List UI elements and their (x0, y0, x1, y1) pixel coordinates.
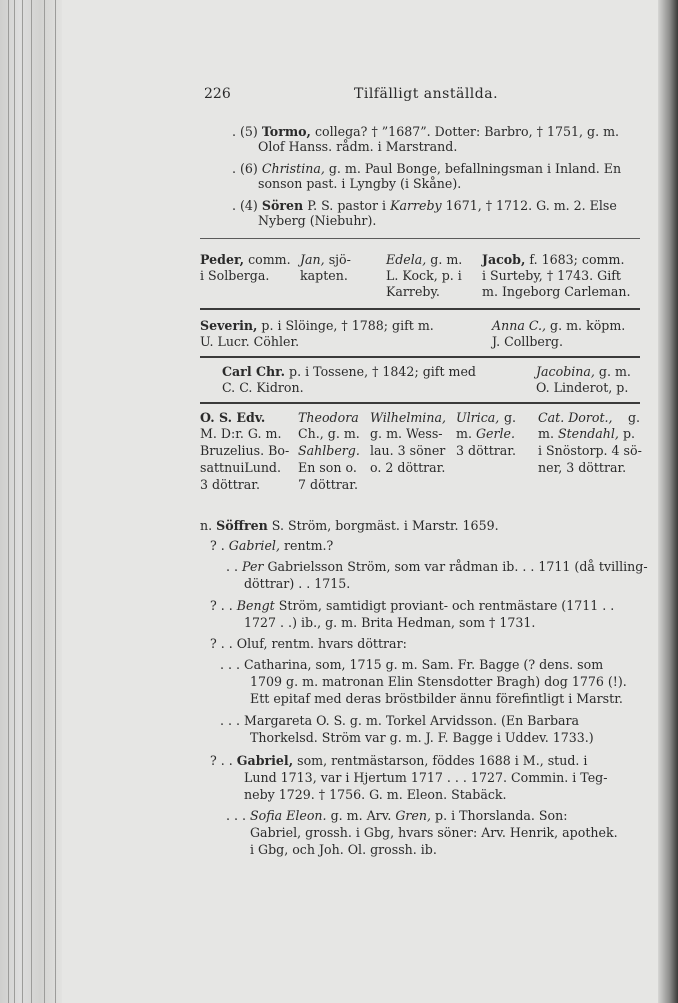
peder-col1-line2: i Solberga. (200, 268, 270, 283)
peder-col4-line2: i Surteby, † 1743. Gift (482, 268, 621, 283)
os-col2-line3: En son o. (298, 460, 357, 475)
os-col4-g: g. (504, 410, 517, 425)
os-col5-line2: i Snöstorp. 4 sö- (538, 443, 642, 458)
os-col2-line2: Sahlberg. (298, 443, 360, 458)
gabriel-rentm: ? . Gabriel, rentm.? (210, 538, 334, 553)
per-line2: döttrar) . . 1715. (244, 576, 351, 591)
os-col3-name: Wilhelmina, (370, 410, 446, 425)
os-col4-name: Ulrica, (456, 410, 500, 425)
divider (200, 356, 640, 358)
severin-line1: Severin, p. i Slöinge, † 1788; gift m. (200, 318, 434, 333)
severin-wife: Anna C., g. m. köpm. (492, 318, 626, 333)
catharina-line1: . . . Catharina, som, 1715 g. m. Sam. Fr. Bagge (? dens. som (220, 657, 604, 672)
bengt-line1: ? . . Bengt Ström, samtidigt proviant- och rentmästare (1711 . . (210, 598, 615, 613)
os-col5-line3: ner, 3 döttrar. (538, 460, 627, 475)
os-col3-line2: lau. 3 söner (370, 443, 446, 458)
book-spine (0, 0, 62, 1003)
os-col1-line3: sattnuiLund. (200, 460, 281, 475)
carl-wife: Jacobina, g. m. (536, 364, 631, 379)
page-number: 226 (204, 86, 231, 102)
os-col1-name: O. S. Edv. (200, 410, 266, 425)
running-title: Tilfälligt anställda. (354, 86, 499, 102)
catharina-line3: Ett epitaf med deras bröstbilder ännu förefintligt i Marstr. (250, 691, 623, 706)
os-col3-line3: o. 2 döttrar. (370, 460, 446, 475)
entry-soren: . (4) Sören P. S. pastor i Karreby 1671, † 1712. G. m. 2. Else (232, 198, 617, 213)
entry-christina-line2: sonson past. i Lyngby (i Skåne). (258, 176, 462, 191)
catharina-line2: 1709 g. m. matronan Elin Stensdotter Bragh) dog 1776 (!). (250, 674, 627, 689)
peder-col3-line3: Karreby. (386, 284, 440, 299)
gabriel2-line2: Lund 1713, var i Hjertum 1717 . . . 1727. Commin. i Teg- (244, 770, 608, 785)
os-col5-line1: m. Stendahl, p. (538, 426, 636, 441)
divider (200, 308, 640, 310)
peder-col1: Peder, comm. (200, 252, 291, 267)
soffren-line: n. Söffren S. Ström, borgmäst. i Marstr. 1659. (200, 518, 499, 533)
carl-wife-line2: O. Linderot, p. (536, 380, 629, 395)
os-col5-name: Cat. Dorot., (538, 410, 613, 425)
carl-line1: Carl Chr. p. i Tossene, † 1842; gift med (222, 364, 476, 379)
entry-tormo: . (5) Tormo, collega? † ”1687”. Dotter: Barbro, † 1751, g. m. (232, 124, 620, 139)
per-line1: . . Per Gabrielsson Ström, som var rådman ib. . . 1711 (då tvilling- (226, 559, 648, 574)
os-col2-name: Theodora (298, 410, 359, 425)
margareta-line1: . . . Margareta O. S. g. m. Torkel Arvidsson. (En Barbara (220, 713, 580, 728)
divider (200, 402, 640, 404)
gabriel2-line1: ? . . Gabriel, som, rentmästarson, föddes 1688 i M., stud. i (210, 753, 588, 768)
entry-tormo-line2: Olof Hanss. rådm. i Marstrand. (258, 139, 458, 154)
os-col1-line1: M. D:r. G. m. (200, 426, 282, 441)
severin-line2: U. Lucr. Cöhler. (200, 334, 300, 349)
oluf-line: ? . . Oluf, rentm. hvars döttrar: (210, 636, 407, 651)
peder-col3: Edela, g. m. (386, 252, 463, 267)
bengt-line2: 1727 . .) ib., g. m. Brita Hedman, som † 1731. (244, 615, 536, 630)
os-col3-line1: g. m. Wess- (370, 426, 443, 441)
peder-col4-line3: m. Ingeborg Carleman. (482, 284, 631, 299)
peder-col2-line2: kapten. (300, 268, 348, 283)
page-edge-shadow (658, 0, 678, 1003)
os-col2-line1: Ch., g. m. (298, 426, 360, 441)
sofia-line3: i Gbg, och Joh. Ol. grossh. ib. (250, 842, 437, 857)
carl-line2: C. C. Kidron. (222, 380, 304, 395)
os-col1-line4: 3 döttrar. (200, 477, 260, 492)
os-col5-g: g. (628, 410, 641, 425)
severin-wife-line2: J. Collberg. (492, 334, 563, 349)
peder-col2: Jan, sjö- (300, 252, 351, 267)
divider (200, 238, 640, 239)
os-col1-line2: Bruzelius. Bo- (200, 443, 290, 458)
gabriel2-line3: neby 1729. † 1756. G. m. Eleon. Stabäck. (244, 787, 507, 802)
entry-soren-line2: Nyberg (Niebuhr). (258, 213, 377, 228)
os-col4-line2: 3 döttrar. (456, 443, 516, 458)
peder-col3-line2: L. Kock, p. i (386, 268, 462, 283)
sofia-line2: Gabriel, grossh. i Gbg, hvars söner: Arv. Henrik, apothek. (250, 825, 618, 840)
sofia-line1: . . . Sofia Eleon. g. m. Arv. Gren, p. i Thorslanda. Son: (226, 808, 568, 823)
os-col2-line4: 7 döttrar. (298, 477, 358, 492)
peder-col4: Jacob, f. 1683; comm. (482, 252, 625, 267)
os-col4-line1: m. Gerle. (456, 426, 515, 441)
margareta-line2: Thorkelsd. Ström var g. m. J. F. Bagge i Uddev. 1733.) (250, 730, 594, 745)
entry-christina: . (6) Christina, g. m. Paul Bonge, befallningsman i Inland. En (232, 161, 622, 176)
